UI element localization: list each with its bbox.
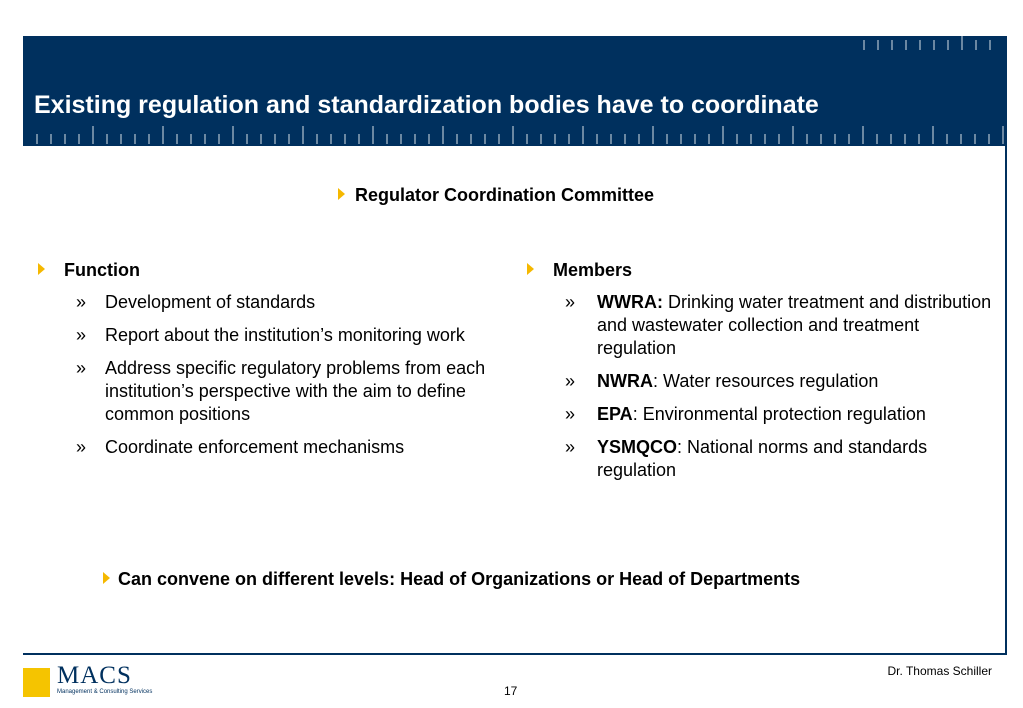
author-name: Dr. Thomas Schiller bbox=[887, 664, 992, 678]
chevron-bullet-icon: » bbox=[565, 292, 576, 312]
list-item-text: Address specific regulatory problems from each institution’s perspective with the aim to define common positions bbox=[105, 358, 486, 424]
list-item bbox=[527, 370, 997, 393]
list-item bbox=[38, 436, 508, 459]
list-item-text: Coordinate enforcement mechanisms bbox=[105, 437, 405, 457]
list-item bbox=[38, 324, 508, 347]
members-heading bbox=[527, 259, 997, 285]
convene-statement bbox=[103, 569, 800, 590]
title-banner bbox=[23, 36, 1007, 146]
members-list bbox=[527, 291, 997, 482]
logo-square-icon bbox=[23, 668, 50, 697]
chevron-bullet-icon: » bbox=[565, 404, 576, 424]
member-description: Drinking water treatment and distribution and wastewater collection and treatment regulation bbox=[597, 292, 992, 358]
page-number: 17 bbox=[504, 684, 518, 698]
arrow-bullet-icon bbox=[103, 572, 110, 584]
function-heading-label: Function bbox=[64, 260, 140, 280]
chevron-bullet-icon: » bbox=[76, 325, 87, 345]
function-heading bbox=[38, 259, 508, 285]
arrow-bullet-icon bbox=[527, 263, 534, 275]
committee-heading bbox=[338, 185, 654, 206]
member-name: YSMQCO bbox=[597, 437, 678, 457]
list-item-text: Report about the institution’s monitoring work bbox=[105, 325, 465, 345]
convene-text: Can convene on different levels: Head of Organizations or Head of Departments bbox=[118, 569, 801, 589]
list-item-text: Development of standards bbox=[105, 292, 316, 312]
member-name: WWRA: bbox=[597, 292, 663, 312]
chevron-bullet-icon: » bbox=[76, 292, 87, 312]
members-column bbox=[527, 259, 997, 492]
list-item bbox=[527, 403, 997, 426]
member-name: EPA bbox=[597, 404, 633, 424]
list-item bbox=[527, 436, 997, 482]
function-column bbox=[38, 259, 508, 469]
arrow-bullet-icon bbox=[38, 263, 45, 275]
list-item bbox=[38, 357, 508, 426]
chevron-bullet-icon: » bbox=[565, 437, 576, 457]
function-list bbox=[38, 291, 508, 459]
member-description: : National norms and standards regulation bbox=[597, 437, 928, 480]
chevron-bullet-icon: » bbox=[76, 437, 87, 457]
members-heading-label: Members bbox=[553, 260, 633, 280]
logo-wordmark: MACS bbox=[57, 662, 132, 689]
arrow-bullet-icon bbox=[338, 188, 345, 200]
committee-label: Regulator Coordination Committee bbox=[355, 185, 655, 205]
member-name: NWRA bbox=[597, 371, 653, 391]
list-item bbox=[527, 291, 997, 360]
slide-title: Existing regulation and standardization bodies have to coordinate bbox=[34, 91, 819, 119]
logo-subtitle: Management & Consulting Services bbox=[57, 689, 153, 695]
list-item bbox=[38, 291, 508, 314]
chevron-bullet-icon: » bbox=[565, 371, 576, 391]
member-description: : Environmental protection regulation bbox=[632, 404, 926, 424]
right-border-line bbox=[1005, 146, 1007, 654]
chevron-bullet-icon: » bbox=[76, 358, 87, 378]
bottom-border-line bbox=[23, 653, 1007, 655]
member-description: : Water resources regulation bbox=[653, 371, 879, 391]
